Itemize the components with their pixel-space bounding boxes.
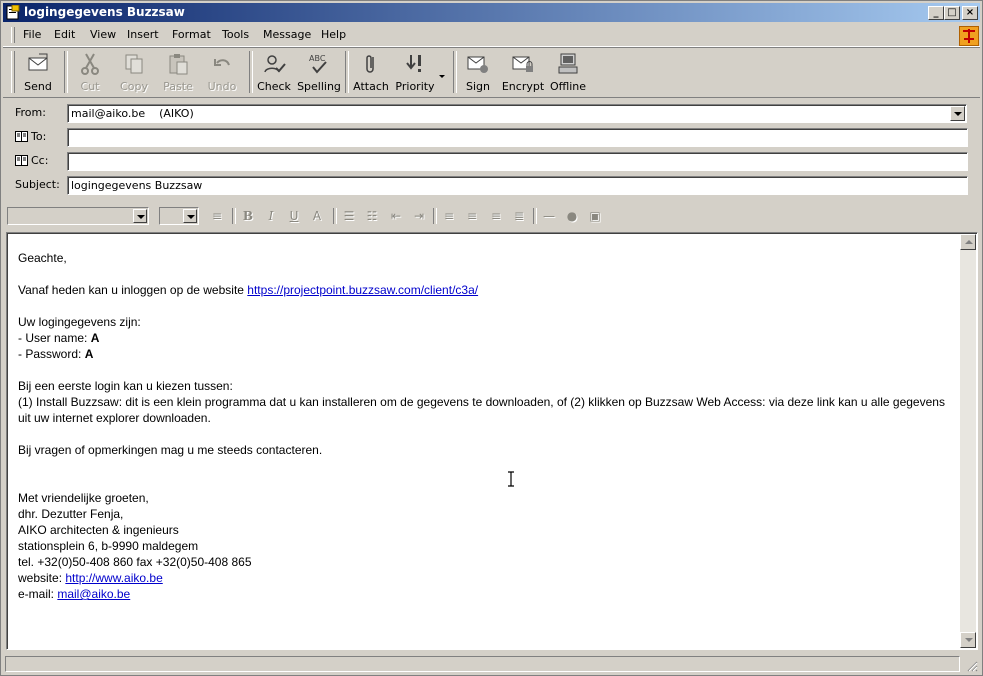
menu-tools[interactable]: Tools [222,28,250,41]
website-signature [18,570,953,586]
bold-icon[interactable]: B [242,209,254,223]
website-label: website: [18,571,66,585]
align-right-icon[interactable]: ≡ [490,209,502,223]
from-value: mail@aiko.be (AIKO) [71,107,194,120]
greeting: Geachte, [18,251,67,265]
from-select[interactable] [67,104,967,123]
menu-message[interactable]: Message [263,28,312,41]
text-cursor-icon [506,471,516,487]
from-label: From: [15,106,46,119]
spelling-icon [306,51,332,77]
toolbar-grip[interactable] [11,51,15,93]
phone-line: tel. +32(0)50-408 860 fax +32(0)50-408 865 [18,555,252,569]
cc-input[interactable] [71,154,951,169]
bullet-list-icon[interactable]: ☷ [366,209,378,223]
cc-label: Cc: [31,154,49,167]
compose-message-icon [6,5,20,20]
dropdown-arrow-icon [438,51,446,91]
maximize-button[interactable]: □ [944,6,960,20]
sign-button[interactable] [460,51,496,95]
email-signature [18,586,953,602]
title-bar[interactable] [3,3,980,22]
numbered-list-icon[interactable]: ☰ [343,209,355,223]
window-title: logingegevens Buzzsaw [24,5,185,19]
website-line [18,282,953,298]
offline-button[interactable] [548,51,588,95]
paste-label: Paste [163,80,193,93]
priority-button[interactable] [395,51,435,95]
justify-icon[interactable]: ≣ [513,209,525,223]
username-value: A [90,331,100,345]
encrypt-button[interactable] [501,51,545,95]
format-separator [533,208,537,224]
menu-edit[interactable]: Edit [54,28,76,41]
aiko-email-link[interactable]: mail@aiko.be [57,587,131,601]
spelling-glyph: ABC [309,54,326,63]
menu-insert[interactable]: Insert [127,28,159,41]
toolbar-separator [345,51,349,93]
aiko-website-link[interactable]: http://www.aiko.be [65,571,163,585]
undo-button[interactable] [203,51,241,95]
status-panel [5,656,960,672]
paragraph-style-icon[interactable]: ≡ [211,209,223,223]
menu-grip[interactable] [11,27,15,43]
align-center-icon[interactable]: ≡ [466,209,478,223]
priority-dropdown[interactable] [437,51,447,95]
copy-icon [121,51,147,77]
choice-intro: Bij een eerste login kan u kiezen tussen: [18,379,233,393]
minimize-button[interactable]: _ [928,6,944,20]
menu-format[interactable]: Format [172,28,211,41]
undo-label: Undo [207,80,237,93]
message-text[interactable] [18,250,953,602]
underline-icon[interactable]: U [289,209,299,223]
message-body[interactable] [6,232,978,650]
horizontal-line-icon[interactable]: — [543,209,555,223]
toolbar-separator [249,51,253,93]
attach-button[interactable] [351,51,391,95]
send-button[interactable] [19,51,57,95]
font-name-select[interactable] [7,207,149,225]
resize-grip-icon[interactable] [966,660,978,672]
password-label: - Password: [18,347,85,361]
to-label-wrap[interactable] [15,130,46,143]
address-book-icon [15,155,28,166]
sign-icon [465,51,491,77]
check-label: Check [257,80,291,93]
spelling-label: Spelling [297,80,341,93]
from-dropdown-button[interactable] [950,106,965,121]
sender-name: dhr. Dezutter Fenja, [18,507,124,521]
decrease-indent-icon[interactable]: ⇤ [390,209,402,223]
picture-icon[interactable]: ▣ [589,209,601,223]
to-input[interactable] [71,130,951,145]
align-left-icon[interactable]: ≡ [443,209,455,223]
scroll-up-button[interactable] [960,234,976,250]
paste-icon [165,51,191,77]
subject-label: Subject: [15,178,60,191]
cc-label-wrap[interactable] [15,154,48,167]
vertical-scrollbar[interactable] [960,234,976,648]
spelling-button[interactable] [297,51,341,95]
brand-icon [959,26,979,46]
menu-view[interactable]: View [90,28,117,41]
address-line: stationsplein 6, b-9990 maldegem [18,539,199,553]
toolbar-separator [453,51,457,93]
font-size-dropdown[interactable] [183,209,197,223]
toolbar-separator [64,51,68,93]
italic-icon[interactable]: I [268,209,274,223]
priority-icon [402,51,428,77]
copy-label: Copy [120,80,148,93]
buzzsaw-link[interactable]: https://projectpoint.buzzsaw.com/client/c3a/ [247,283,479,297]
scroll-down-button[interactable] [960,632,976,648]
close-button[interactable]: × [962,6,978,20]
encrypt-icon [510,51,536,77]
sign-label: Sign [466,80,490,93]
format-separator [333,208,337,224]
font-color-icon[interactable]: A [312,209,322,223]
choice-text: (1) Install Buzzsaw: dit is een klein programma dat u kan installeren om de gegevens te downloaden, of (2) klikken op Buzzsaw Web Access: via deze link kan u alle gegevens uit uw internet explorer downloaden. [18,395,945,425]
password-value: A [84,347,94,361]
copy-button[interactable] [115,51,153,95]
send-label: Send [24,80,52,93]
font-name-dropdown[interactable] [133,209,147,223]
format-toolbar [3,203,980,227]
username-label: - User name: [18,331,91,345]
company-name: AIKO architecten & ingenieurs [18,523,179,537]
paperclip-icon [358,51,384,77]
format-separator [433,208,437,224]
cc-field[interactable] [67,152,968,171]
link-icon[interactable]: ● [566,209,578,223]
menu-help[interactable]: Help [321,28,347,41]
subject-input[interactable] [71,178,951,193]
undo-icon [209,51,235,77]
to-label: To: [31,130,47,143]
attach-label: Attach [353,80,389,93]
encrypt-label: Encrypt [501,80,545,93]
closing-line: Met vriendelijke groeten, [18,491,149,505]
format-separator [232,208,236,224]
password-line [18,346,953,362]
check-names-button[interactable] [255,51,293,95]
subject-field[interactable] [67,176,968,195]
website-line-text: Vanaf heden kan u inloggen op de website [18,283,248,297]
priority-label: Priority [395,80,435,93]
menu-bar [3,24,980,47]
increase-indent-icon[interactable]: ⇥ [413,209,425,223]
send-icon [25,51,51,77]
offline-label: Offline [549,80,587,93]
status-bar [3,654,980,674]
paste-button[interactable] [158,51,198,95]
scissors-icon [77,51,103,77]
font-size-select[interactable] [159,207,199,225]
credentials-intro: Uw logingegevens zijn: [18,315,141,329]
email-label: e-mail: [18,587,58,601]
cut-label: Cut [80,80,100,93]
cut-button[interactable] [71,51,109,95]
username-line [18,330,953,346]
contact-line: Bij vragen of opmerkingen mag u me steeds contacteren. [18,443,323,457]
menu-file[interactable]: File [23,28,42,41]
offline-icon [555,51,581,77]
check-names-icon [261,51,287,77]
to-field[interactable] [67,128,968,147]
address-book-icon [15,131,28,142]
main-toolbar [3,47,980,98]
